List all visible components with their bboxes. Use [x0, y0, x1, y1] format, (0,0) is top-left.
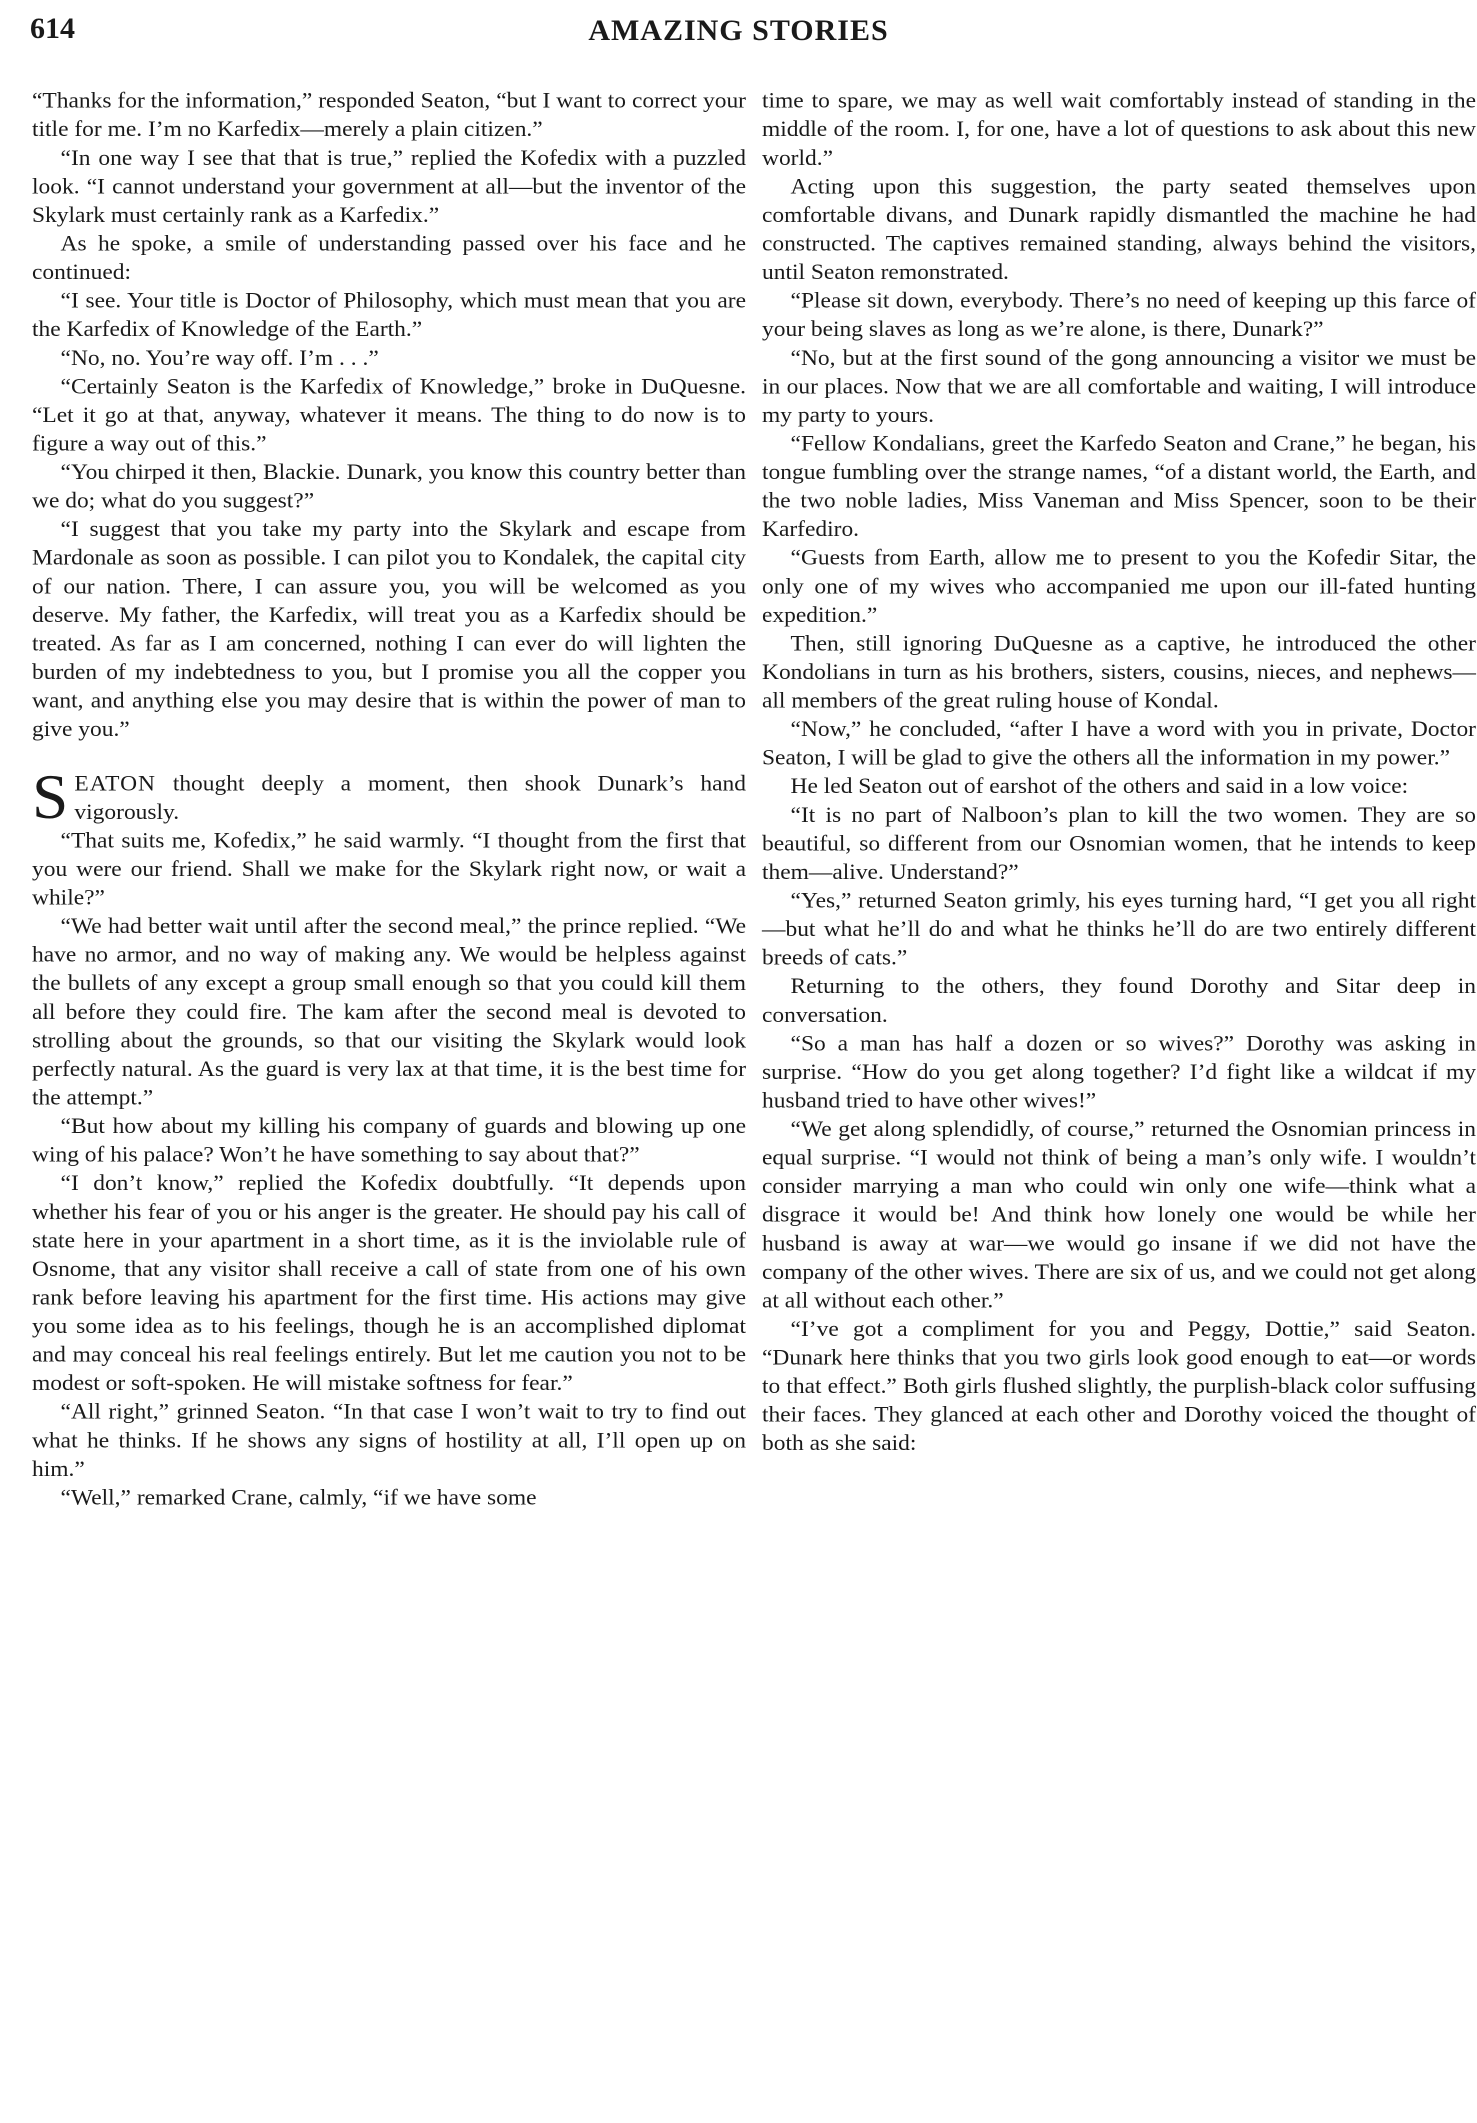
paragraph: “All right,” grinned Seaton. “In that case I won’t wait to try to find out what he thinks. If he shows any signs of hostility at all, I’ll open up on him.”: [32, 1399, 746, 1481]
drop-cap: S: [32, 761, 69, 832]
paragraph: “Please sit down, everybody. There’s no need of keeping up this farce of your being slaves as long as we’re alone, is there, Dunark?”: [762, 287, 1476, 342]
paragraph: “Guests from Earth, allow me to present to you the Kofedir Sitar, the only one of my wives who accompanied me upon our ill-fated hunting expedition.”: [762, 545, 1476, 627]
right-column: [762, 86, 1476, 1457]
paragraph: “We get along splendidly, of course,” returned the Osnomian princess in equal surprise. “I would not think of being a man’s only wife. I wouldn’t consider marrying a man who could win only one wife—think what a disgrace it would be! And think how lonely one would be while her husband is away at war—we would go insane if we did not have the company of the other wives. There are six of us, and we could not get along at all without each other.”: [762, 1116, 1476, 1313]
paragraph: “Thanks for the information,” responded Seaton, “but I want to correct your title for me. I’m no Karfedix—merely a plain citizen.”: [32, 87, 746, 142]
paragraph: “Well,” remarked Crane, calmly, “if we have some: [60, 1484, 537, 1510]
paragraph: “We had better wait until after the second meal,” the prince replied. “We have no armor, and no way of making any. We would be helpless against the bullets of any except a group small enough so that you could kill them all before they could fire. The kam after the second meal is devoted to strolling about the grounds, so that our visiting the Skylark would look perfectly natural. As the guard is very lax at that time, it is the best time for the attempt.”: [32, 913, 746, 1110]
paragraph: “In one way I see that that is true,” replied the Kofedix with a puzzled look. “I cannot understand your government at all—but the inventor of the Skylark must certainly rank as a Karfedix.”: [32, 145, 746, 227]
paragraph: Returning to the others, they found Dorothy and Sitar deep in conversation.: [762, 973, 1476, 1027]
paragraph: “No, no. You’re way off. I’m . . .”: [60, 345, 379, 370]
paragraph: “I suggest that you take my party into the Skylark and escape from Mardonale as soon as possible. I can pilot you to Kondalek, the capital city of our nation. There, I can assure you, you will be welcomed as you deserve. My father, the Karfedix, will treat you as a Karfedix should be treated. As far as I am concerned, nothing I can ever do will lighten the burden of my indebtedness to you, but I promise you all the copper you want, and anything else you may desire that is within the power of man to give you.”: [32, 516, 746, 742]
paragraph: “Yes,” returned Seaton grimly, his eyes turning hard, “I get you all right—but what he’ll do and what he thinks he’ll do are two entirely different breeds of cats.”: [762, 887, 1476, 970]
paragraph: Then, still ignoring DuQuesne as a captive, he introduced the other Kondolians in turn as his brothers, sisters, cousins, nieces, and nephews—all members of the great ruling house of Kondal.: [762, 630, 1476, 713]
paragraph: Acting upon this suggestion, the party seated themselves upon comfortable divans, and Dunark rapidly dismantled the machine he had constructed. The captives remained standing, always behind the visitors, until Seaton remonstrated.: [762, 173, 1476, 284]
paragraph: time to spare, we may as well wait comfortably instead of standing in the middle of the room. I, for one, have a lot of questions to ask about this new world.”: [762, 87, 1476, 170]
paragraph: “I don’t know,” replied the Kofedix doubtfully. “It depends upon whether his fear of you or his anger is the greater. He should pay his call of state here in your apartment in a short time, as it is the inviolable rule of Osnome, that any visitor shall receive a call of state from one of his own rank before leaving his apartment for the first time. His actions may give you some idea as to his feelings, though he is an accomplished diplomat and may conceal his real feelings entirely. But let me caution you not to be modest or soft-spoken. He will mistake softness for fear.”: [32, 1170, 746, 1396]
paragraph: “You chirped it then, Blackie. Dunark, you know this country better than we do; what do you suggest?”: [32, 459, 746, 513]
paragraph: He led Seaton out of earshot of the others and said in a low voice:: [790, 773, 1409, 799]
running-title: AMAZING STORIES: [588, 14, 889, 47]
left-column: [32, 86, 746, 1511]
paragraph: “It is no part of Nalboon’s plan to kill the two women. They are so beautiful, so different from our Osnomian women, that he intends to keep them—alive. Understand?”: [762, 802, 1476, 884]
paragraph: “I’ve got a compliment for you and Peggy, Dottie,” said Seaton. “Dunark here thinks that you two girls look good enough to eat—or words to that effect.” Both girls flushed slightly, the purplish-black color suffusing their faces. They glanced at each other and Dorothy voiced the thought of both as she said:: [762, 1316, 1476, 1456]
page-number: 614: [30, 12, 75, 45]
paragraph: “So a man has half a dozen or so wives?” Dorothy was asking in surprise. “How do you get along together? I’d fight like a wildcat if my husband tried to have other wives!”: [762, 1030, 1476, 1113]
paragraph: “Certainly Seaton is the Karfedix of Knowledge,” broke in DuQuesne. “Let it go at that, anyway, whatever it means. The thing to do now is to figure a way out of this.”: [32, 373, 746, 456]
paragraph: “Fellow Kondalians, greet the Karfedo Seaton and Crane,” he began, his tongue fumbling over the strange names, “of a distant world, the Earth, and the two noble ladies, Miss Vaneman and Miss Spencer, soon to be their Karfediro.: [762, 430, 1476, 542]
paragraph-text: thought deeply a moment, then shook Dunark’s hand vigorously.: [74, 770, 746, 824]
section-opening-paragraph: [32, 761, 746, 832]
paragraph: “I see. Your title is Doctor of Philosophy, which must mean that you are the Karfedix of Knowledge of the Earth.”: [32, 287, 746, 342]
small-caps-lead: EATON: [74, 770, 156, 796]
paragraph: As he spoke, a smile of understanding passed over his face and he continued:: [32, 230, 746, 284]
page-header: [0, 8, 1477, 56]
paragraph: “Now,” he concluded, “after I have a word with you in private, Doctor Seaton, I will be glad to give the others all the information in my power.”: [762, 716, 1476, 770]
paragraph: “But how about my killing his company of guards and blowing up one wing of his palace? Won’t he have something to say about that?”: [32, 1113, 746, 1167]
paragraph: “That suits me, Kofedix,” he said warmly. “I thought from the first that you were our friend. Shall we make for the Skylark right now, or wait a while?”: [32, 827, 746, 910]
paragraph: “No, but at the first sound of the gong announcing a visitor we must be in our places. Now that we are all comfortable and waiting, I will introduce my party to yours.: [762, 345, 1476, 427]
